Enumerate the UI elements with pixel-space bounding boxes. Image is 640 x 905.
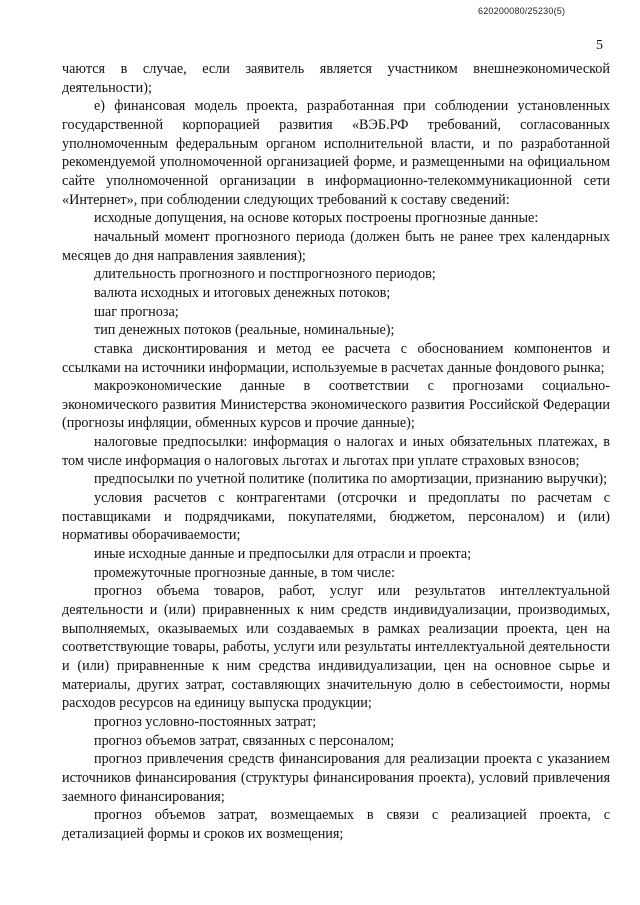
paragraph-tax: налоговые предпосылки: информация о налогах и иных обязательных платежах, в том числе информация о налоговых льготах и льготах при уплате страховых взносов; xyxy=(62,434,610,469)
paragraph-financial-model: е) финансовая модель проекта, разработанная при соблюдении установленных государственной корпорацией развития «ВЭБ.РФ требований, согласованных уполномоченным федеральным органом исполнительной власти, и по разработанной рекомендуемой уполномоченной организацией форме, и размещенными на официальном сайте уполномоченной организации в информационно-телекоммуникационной сети «Интернет», при соблюдении следующих требований к составу сведений: xyxy=(62,98,610,208)
paragraph-currency: валюта исходных и итоговых денежных потоков; xyxy=(94,284,391,301)
paragraph-macro-data: макроэкономические данные в соответствии с прогнозами социально-экономического развития Министерства экономического развития Российской Федерации (прогнозы инфляции, обменных курсов и прочие данные); xyxy=(62,378,610,432)
paragraph-personnel-costs: прогноз объемов затрат, связанных с персоналом; xyxy=(94,732,395,749)
paragraph-settlements: условия расчетов с контрагентами (отсрочки и предоплаты по расчетам с поставщиками и подрядчиками, покупателями, бюджетом, персоналом) и (или) нормативы оборачиваемости; xyxy=(62,490,610,544)
paragraph-financing: прогноз привлечения средств финансирования для реализации проекта с указанием источников финансирования (структуры финансирования проекта), условий привлечения заемного финансирования; xyxy=(62,751,610,805)
paragraph-discount-rate: ставка дисконтирования и метод ее расчета с обоснованием компонентов и ссылками на источники информации, используемые в расчетах данные фондового рынка; xyxy=(62,340,610,376)
document-body xyxy=(62,60,610,844)
paragraph-continuation: чаются в случае, если заявитель является участником внешнеэкономической деятельности); xyxy=(62,61,610,96)
paragraph-accounting: предпосылки по учетной политике (политика по амортизации, признанию выручки); xyxy=(94,471,608,488)
document-id: 620200080/25230(5) xyxy=(478,6,566,16)
paragraph-volume-forecast: прогноз объема товаров, работ, услуг или результатов интеллектуальной деятельности и (или) приравненных к ним средств индивидуализации, производимых, выполняемых, оказываемых или создаваемых в рамках реализации проекта, цен на соответствующие товары, работы, услуги или результаты интеллектуальной деятельности и (или) приравненные к ним средства индивидуализации, цен на основное сырье и материалы, других затрат, составляющих значительную долю в себестоимости, нормы расходов ресурсов на единицу выпуска продукции; xyxy=(62,583,610,712)
paragraph-step: шаг прогноза; xyxy=(94,303,179,320)
paragraph-intermediate: промежуточные прогнозные данные, в том числе: xyxy=(94,564,395,581)
paragraph-reimbursed-costs: прогноз объемов затрат, возмещаемых в связи с реализацией проекта, с детализацией формы и сроков их возмещения; xyxy=(62,807,610,842)
paragraph-start-moment: начальный момент прогнозного периода (должен быть не ранее трех календарных месяцев до дня направления заявления); xyxy=(62,228,610,264)
paragraph-duration: длительность прогнозного и постпрогнозного периодов; xyxy=(94,266,436,283)
page-number: 5 xyxy=(596,38,603,53)
paragraph-flow-type: тип денежных потоков (реальные, номинальные); xyxy=(94,322,395,339)
paragraph-other-inputs: иные исходные данные и предпосылки для отрасли и проекта; xyxy=(94,546,472,563)
paragraph-fixed-costs: прогноз условно-постоянных затрат; xyxy=(94,713,317,730)
paragraph-assumptions: исходные допущения, на основе которых построены прогнозные данные: xyxy=(94,210,539,227)
